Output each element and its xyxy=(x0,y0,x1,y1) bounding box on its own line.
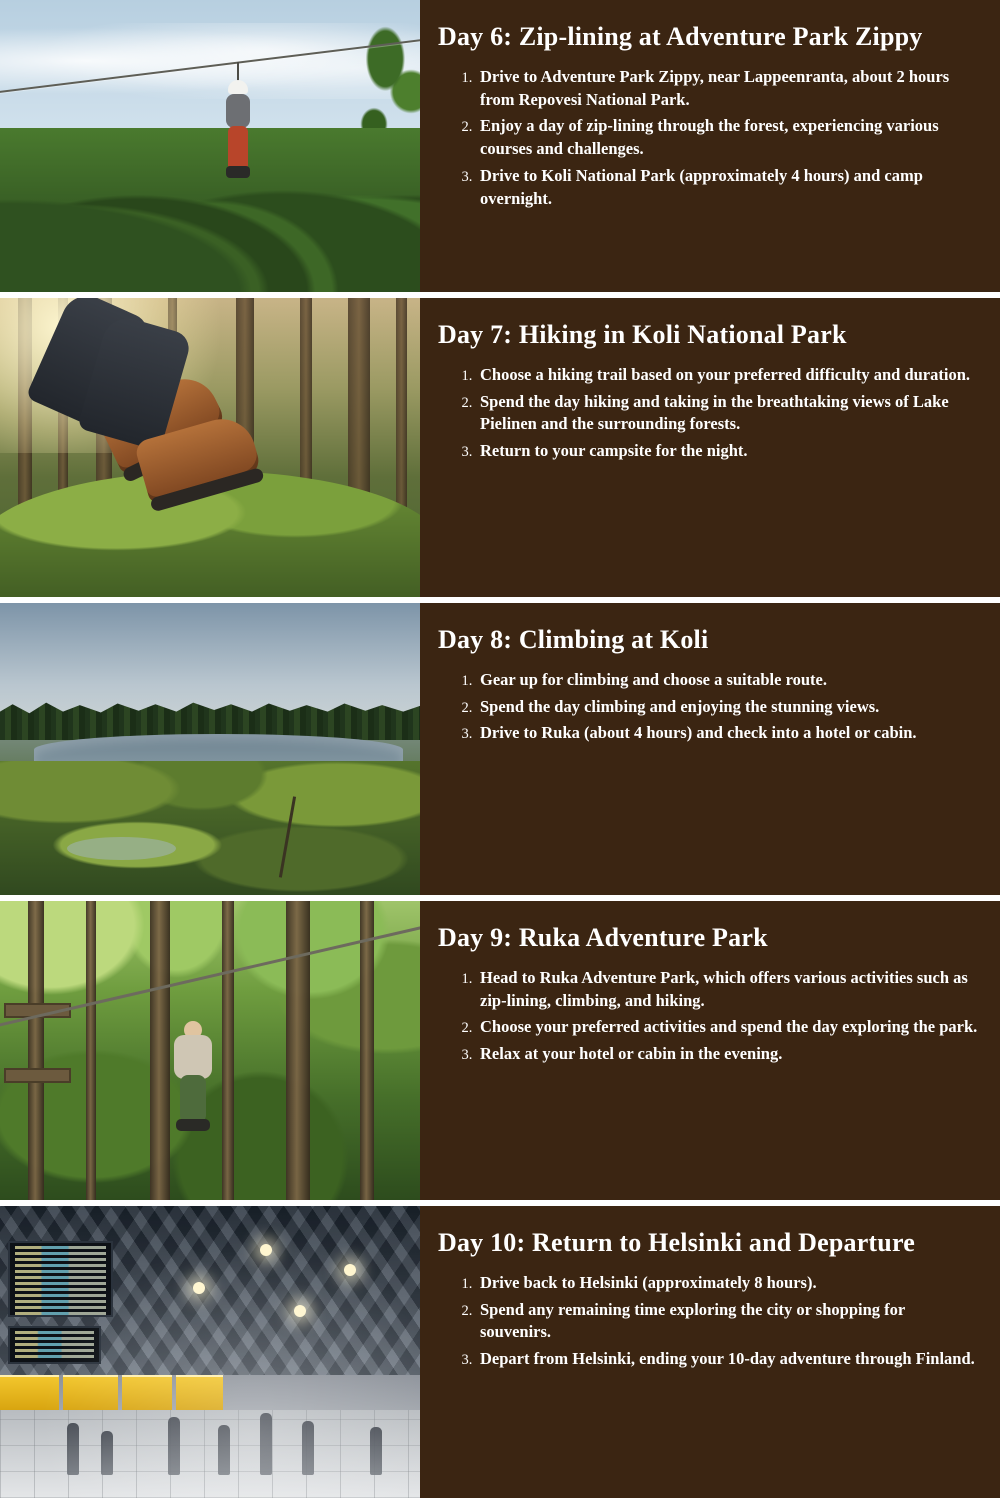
day-text-column xyxy=(420,0,1000,292)
day-section xyxy=(0,298,1000,597)
day-text-column xyxy=(420,901,1000,1200)
lake-and-marsh-landscape-photo xyxy=(0,603,420,895)
day-text-column xyxy=(420,603,1000,895)
day-step-list xyxy=(438,364,978,467)
list-item: 1. Drive back to Helsinki (approximately 8 hours). xyxy=(476,1272,978,1295)
day-text-column xyxy=(420,298,1000,597)
list-item: 3. Return to your campsite for the night. xyxy=(476,440,978,463)
zip-lining-over-forest-photo xyxy=(0,0,420,292)
marsh-puddle xyxy=(67,837,176,860)
dusk-sky xyxy=(0,603,420,720)
airport-terminal-interior-photo xyxy=(0,1206,420,1498)
list-item: 2. Spend the day climbing and enjoying the stunning views. xyxy=(476,696,978,719)
zipline-rider xyxy=(218,76,264,186)
day-title: Day 6: Zip-lining at Adventure Park Zippy xyxy=(438,22,923,51)
hiking-boots-on-moss-photo xyxy=(0,298,420,597)
day-title: Day 10: Return to Helsinki and Departure xyxy=(438,1228,915,1257)
list-item: 3. Drive to Ruka (about 4 hours) and check into a hotel or cabin. xyxy=(476,722,978,745)
day-section xyxy=(0,603,1000,895)
list-item: 3. Drive to Koli National Park (approximately 4 hours) and camp overnight. xyxy=(476,165,978,211)
list-item: 1. Choose a hiking trail based on your preferred difficulty and duration. xyxy=(476,364,978,387)
forest-zipline-adventure-park-photo xyxy=(0,901,420,1200)
day-section xyxy=(0,901,1000,1200)
list-item: 1. Head to Ruka Adventure Park, which offers various activities such as zip-lining, climbing, and hiking. xyxy=(476,967,978,1013)
day-title: Day 9: Ruka Adventure Park xyxy=(438,923,768,952)
list-item: 1. Drive to Adventure Park Zippy, near Lappeenranta, about 2 hours from Repovesi National Park. xyxy=(476,66,978,112)
list-item: 2. Enjoy a day of zip-lining through the forest, experiencing various courses and challenges. xyxy=(476,115,978,161)
day-text-column xyxy=(420,1206,1000,1498)
list-item: 2. Spend any remaining time exploring the city or shopping for souvenirs. xyxy=(476,1299,978,1345)
treeline xyxy=(0,128,420,292)
day-section xyxy=(0,1206,1000,1498)
day-section xyxy=(0,0,1000,292)
day-title: Day 8: Climbing at Koli xyxy=(438,625,709,654)
motion-blur-overlay xyxy=(0,1206,420,1498)
day-title: Day 7: Hiking in Koli National Park xyxy=(438,320,847,349)
list-item: 2. Choose your preferred activities and spend the day exploring the park. xyxy=(476,1016,978,1039)
list-item: 1. Gear up for climbing and choose a suitable route. xyxy=(476,669,978,692)
day-step-list xyxy=(438,669,978,749)
day-step-list xyxy=(438,967,978,1070)
marsh-vegetation xyxy=(0,761,420,895)
day-step-list xyxy=(438,1272,978,1375)
list-item: 3. Relax at your hotel or cabin in the evening. xyxy=(476,1043,978,1066)
list-item: 3. Depart from Helsinki, ending your 10-day adventure through Finland. xyxy=(476,1348,978,1371)
list-item: 2. Spend the day hiking and taking in the breathtaking views of Lake Pielinen and the surrounding forests. xyxy=(476,391,978,437)
day-step-list xyxy=(438,66,978,215)
zipline-rider xyxy=(168,1021,220,1137)
